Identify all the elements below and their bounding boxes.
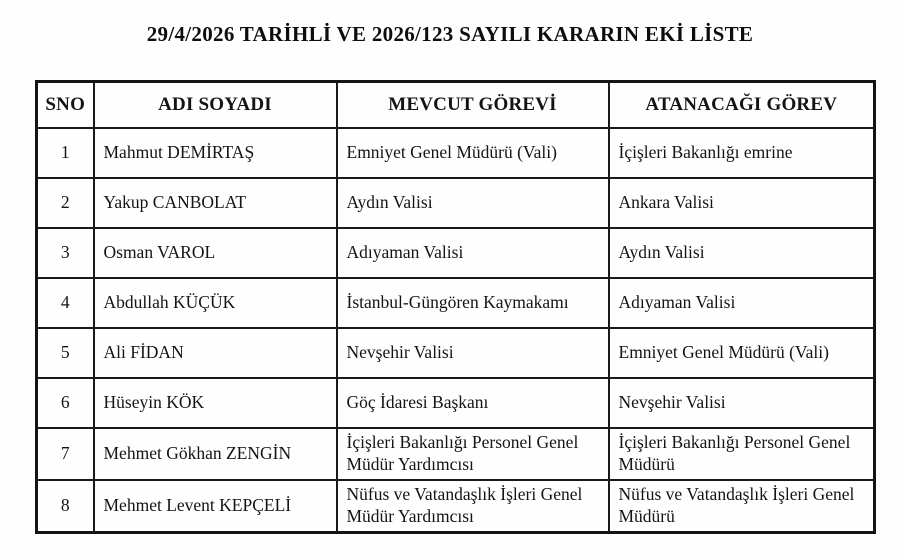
cell-new-duty: İçişleri Bakanlığı Personel Genel Müdürü xyxy=(609,428,875,480)
cell-name: Ali FİDAN xyxy=(94,328,337,378)
cell-new-duty: Adıyaman Valisi xyxy=(609,278,875,328)
cell-new-duty: İçişleri Bakanlığı emrine xyxy=(609,128,875,178)
cell-new-duty: Aydın Valisi xyxy=(609,228,875,278)
cell-sno: 3 xyxy=(37,228,94,278)
cell-sno: 7 xyxy=(37,428,94,480)
cell-current-duty: Nüfus ve Vatandaşlık İşleri Genel Müdür Yardımcısı xyxy=(337,480,609,533)
cell-name: Hüseyin KÖK xyxy=(94,378,337,428)
header-new-duty: ATANACAĞI GÖREV xyxy=(609,82,875,129)
table-row xyxy=(37,128,875,178)
table-row xyxy=(37,178,875,228)
cell-current-duty: Emniyet Genel Müdürü (Vali) xyxy=(337,128,609,178)
cell-name: Abdullah KÜÇÜK xyxy=(94,278,337,328)
table-row xyxy=(37,378,875,428)
cell-name: Mehmet Gökhan ZENGİN xyxy=(94,428,337,480)
table-row xyxy=(37,228,875,278)
table-row xyxy=(37,480,875,533)
cell-sno: 5 xyxy=(37,328,94,378)
cell-current-duty: Adıyaman Valisi xyxy=(337,228,609,278)
page-title: 29/4/2026 TARİHLİ VE 2026/123 SAYILI KARARIN EKİ LİSTE xyxy=(146,22,754,46)
cell-current-duty: Göç İdaresi Başkanı xyxy=(337,378,609,428)
appointments-table xyxy=(35,80,876,534)
cell-sno: 1 xyxy=(37,128,94,178)
table-row xyxy=(37,428,875,480)
cell-sno: 2 xyxy=(37,178,94,228)
cell-name: Mahmut DEMİRTAŞ xyxy=(94,128,337,178)
header-current-duty: MEVCUT GÖREVİ xyxy=(337,82,609,129)
cell-sno: 4 xyxy=(37,278,94,328)
cell-new-duty: Ankara Valisi xyxy=(609,178,875,228)
cell-current-duty: Aydın Valisi xyxy=(337,178,609,228)
cell-new-duty: Nüfus ve Vatandaşlık İşleri Genel Müdürü xyxy=(609,480,875,533)
cell-sno: 6 xyxy=(37,378,94,428)
header-sno: SNO xyxy=(37,82,94,129)
cell-name: Yakup CANBOLAT xyxy=(94,178,337,228)
cell-current-duty: İçişleri Bakanlığı Personel Genel Müdür Yardımcısı xyxy=(337,428,609,480)
header-name: ADI SOYADI xyxy=(94,82,337,129)
table-header-row xyxy=(37,82,875,129)
cell-current-duty: İstanbul-Güngören Kaymakamı xyxy=(337,278,609,328)
table-row xyxy=(37,328,875,378)
cell-name: Mehmet Levent KEPÇELİ xyxy=(94,480,337,533)
table-row xyxy=(37,278,875,328)
cell-new-duty: Emniyet Genel Müdürü (Vali) xyxy=(609,328,875,378)
cell-sno: 8 xyxy=(37,480,94,533)
cell-name: Osman VAROL xyxy=(94,228,337,278)
cell-new-duty: Nevşehir Valisi xyxy=(609,378,875,428)
cell-current-duty: Nevşehir Valisi xyxy=(337,328,609,378)
